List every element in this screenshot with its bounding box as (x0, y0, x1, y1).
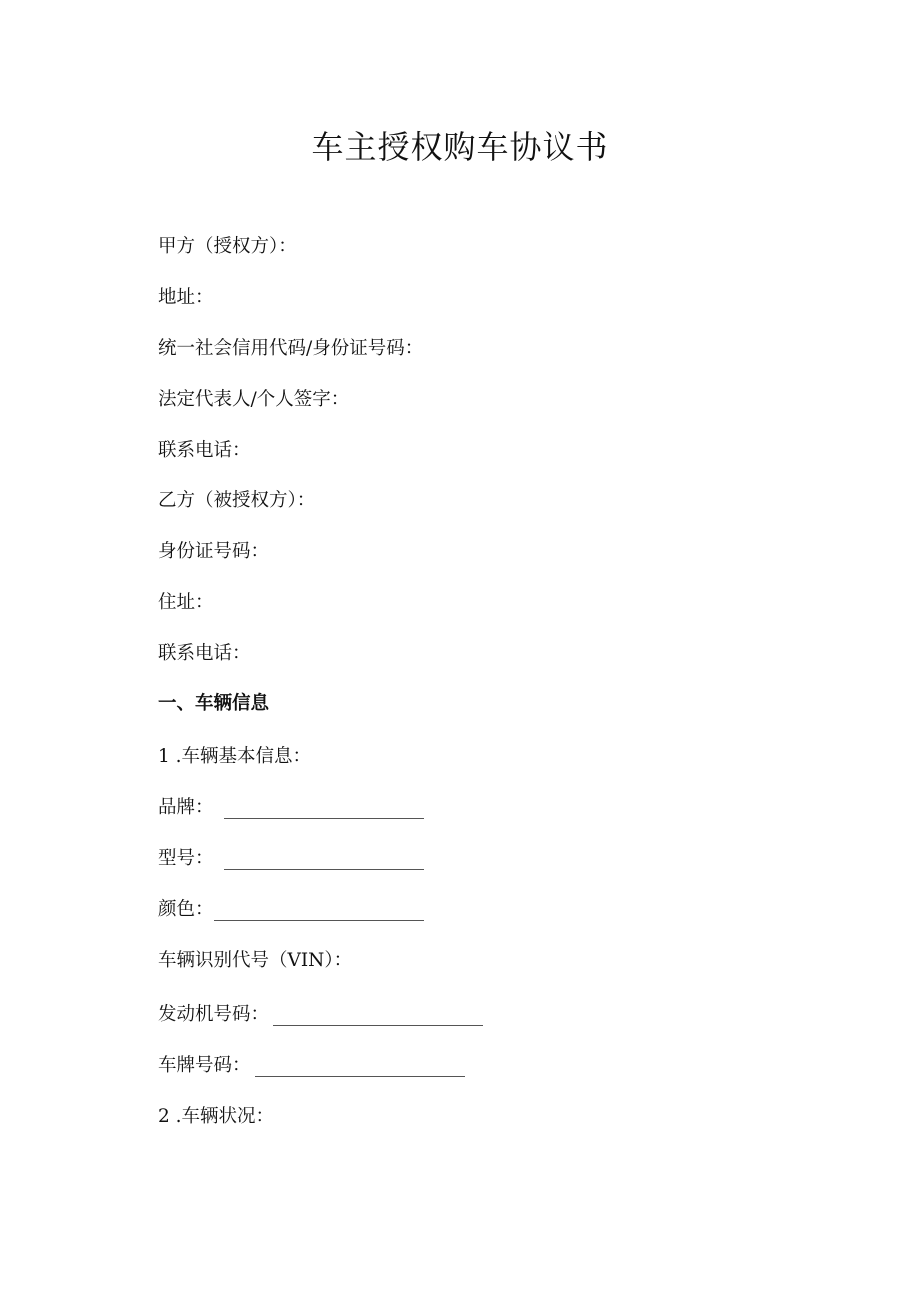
engine-number-label: 发动机号码： (158, 1004, 270, 1025)
party-a-label: 甲方（授权方）： (158, 236, 297, 257)
party-a-phone: 联系电话： (158, 440, 251, 461)
plate-number-field (158, 1054, 465, 1078)
color-field (158, 898, 424, 922)
party-b-residence: 住址： (158, 592, 214, 613)
party-a-credit-code: 统一社会信用代码/身份证号码： (158, 338, 424, 359)
party-a-legal-rep: 法定代表人/个人签字： (158, 389, 350, 410)
model-field (158, 847, 424, 871)
party-b-phone: 联系电话： (158, 643, 251, 664)
subsection-vehicle-condition: 2 .车辆状况： (158, 1106, 275, 1127)
subsection-basic-info: 1 .车辆基本信息： (158, 746, 312, 767)
plate-number-blank[interactable] (255, 1058, 465, 1077)
engine-number-field (158, 1003, 483, 1027)
vin-field: 车辆识别代号（VIN）： (158, 950, 353, 971)
color-label: 颜色： (158, 899, 214, 920)
model-blank[interactable] (224, 851, 424, 870)
section-vehicle-info-heading: 一、车辆信息 (158, 693, 270, 714)
party-b-id-number: 身份证号码： (158, 541, 270, 562)
party-a-address: 地址： (158, 287, 214, 308)
document-title: 车主授权购车协议书 (311, 128, 609, 166)
plate-number-label: 车牌号码： (158, 1055, 251, 1076)
model-label: 型号： (158, 848, 214, 869)
brand-blank[interactable] (224, 800, 424, 819)
party-b-label: 乙方（被授权方）： (158, 490, 316, 511)
brand-label: 品牌： (158, 797, 214, 818)
brand-field (158, 796, 424, 820)
color-blank[interactable] (214, 902, 424, 921)
engine-number-blank[interactable] (273, 1007, 483, 1026)
